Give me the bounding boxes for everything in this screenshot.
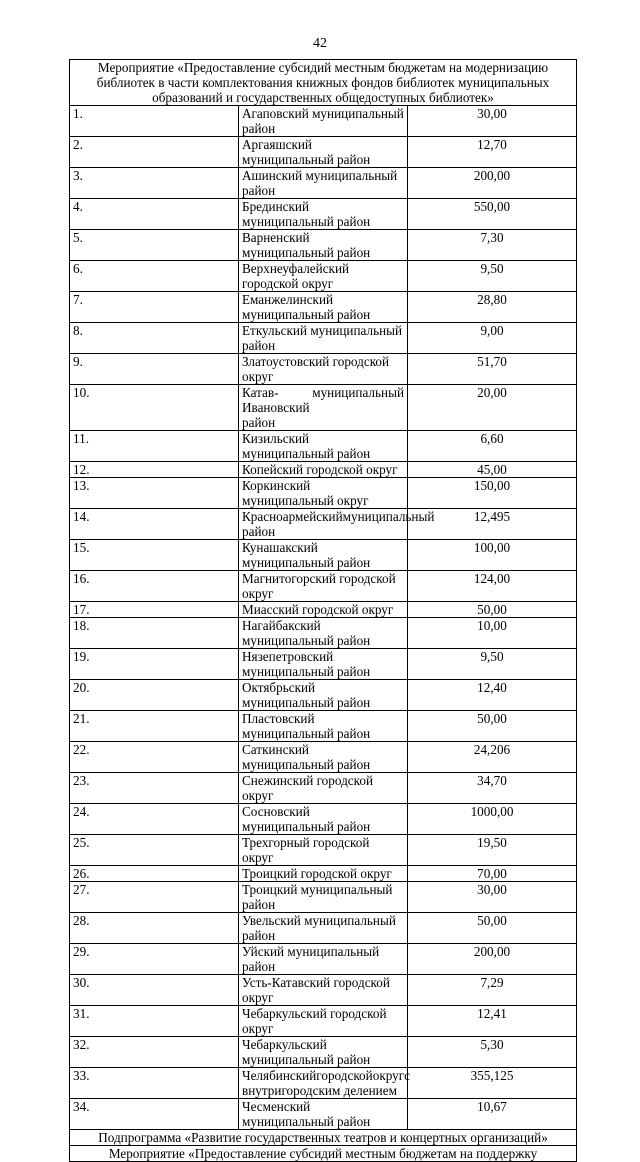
row-number: 8. <box>70 323 239 354</box>
municipality-name <box>239 1068 411 1099</box>
table-row <box>70 323 577 354</box>
subsidy-amount: 200,00 <box>408 944 577 975</box>
table-row <box>70 385 577 431</box>
table-row <box>70 462 577 478</box>
row-number: 17. <box>70 602 239 618</box>
row-number: 19. <box>70 649 239 680</box>
row-number: 6. <box>70 261 239 292</box>
name-continuation: район <box>242 524 276 539</box>
municipality-name: Еманжелинский муниципальный район <box>239 292 408 323</box>
subsidy-amount: 200,00 <box>408 168 577 199</box>
name-word: Катав-Ивановский <box>242 385 310 415</box>
table-row <box>70 649 577 680</box>
table-row <box>70 1068 577 1099</box>
subsidy-table <box>69 59 577 1162</box>
page-number: 42 <box>313 36 327 51</box>
row-number: 14. <box>70 509 239 540</box>
name-word: муниципальный <box>342 509 435 524</box>
subprogram-header: Подпрограмма «Развитие государственных театров и концертных организаций» <box>70 1130 577 1146</box>
subsidy-amount: 12,40 <box>408 680 577 711</box>
row-number: 20. <box>70 680 239 711</box>
row-number: 22. <box>70 742 239 773</box>
subprogram-row <box>70 1130 577 1146</box>
municipality-name: Нагайбакский муниципальный район <box>239 618 408 649</box>
municipality-name: Аргаяшский муниципальный район <box>239 137 408 168</box>
municipality-name: Чебаркульский муниципальный район <box>239 1037 408 1068</box>
row-number: 5. <box>70 230 239 261</box>
municipality-name: Нязепетровский муниципальный район <box>239 649 408 680</box>
municipality-name: Увельский муниципальный район <box>239 913 408 944</box>
table-row <box>70 571 577 602</box>
subsidy-amount: 10,00 <box>408 618 577 649</box>
table-row <box>70 944 577 975</box>
table-row <box>70 742 577 773</box>
municipality-name: Брединский муниципальный район <box>239 199 408 230</box>
table-row <box>70 711 577 742</box>
subsidy-amount: 45,00 <box>408 462 577 478</box>
name-word: Челябинский <box>242 1068 317 1083</box>
municipality-name: Октябрьский муниципальный район <box>239 680 408 711</box>
municipality-name: Уйский муниципальный район <box>239 944 408 975</box>
subsidy-amount: 124,00 <box>408 571 577 602</box>
row-number: 23. <box>70 773 239 804</box>
subsidy-amount: 150,00 <box>408 478 577 509</box>
municipality-name: Кунашакский муниципальный район <box>239 540 408 571</box>
subsidy-amount: 12,495 <box>408 509 577 540</box>
subsidy-amount: 70,00 <box>408 866 577 882</box>
row-number: 21. <box>70 711 239 742</box>
table-row <box>70 773 577 804</box>
table-row <box>70 137 577 168</box>
municipality-name: Еткульский муниципальный район <box>239 323 408 354</box>
subsidy-amount: 12,41 <box>408 1006 577 1037</box>
subsidy-amount: 10,67 <box>408 1099 577 1130</box>
row-number: 11. <box>70 431 239 462</box>
municipality-name: Кизильский муниципальный район <box>239 431 408 462</box>
table-row <box>70 509 577 540</box>
row-number: 28. <box>70 913 239 944</box>
table-row <box>70 168 577 199</box>
municipality-name: Чебаркульский городской округ <box>239 1006 408 1037</box>
row-number: 3. <box>70 168 239 199</box>
table-row <box>70 1037 577 1068</box>
event-header: Мероприятие «Предоставление субсидий местным бюджетам на модернизацию библиотек в части комплектования книжных фондов библиотек муниципальных образований и государственных общедоступных библиотек» <box>70 60 577 106</box>
table-row <box>70 540 577 571</box>
municipality-name <box>239 385 408 431</box>
event-header-row <box>70 60 577 106</box>
subsidy-amount: 550,00 <box>408 199 577 230</box>
row-number: 9. <box>70 354 239 385</box>
table-row <box>70 106 577 137</box>
municipality-name: Копейский городской округ <box>239 462 408 478</box>
row-number: 24. <box>70 804 239 835</box>
subsidy-amount: 5,30 <box>408 1037 577 1068</box>
name-word: округ <box>372 1068 405 1083</box>
name-word: Красноармейский <box>242 509 343 524</box>
table-row <box>70 835 577 866</box>
municipality-name: Коркинский муниципальный округ <box>239 478 408 509</box>
row-number: 16. <box>70 571 239 602</box>
municipality-name: Троицкий городской округ <box>239 866 408 882</box>
row-number: 25. <box>70 835 239 866</box>
subsidy-amount: 7,30 <box>408 230 577 261</box>
next-event-row <box>70 1146 577 1162</box>
table-row <box>70 882 577 913</box>
table-row <box>70 866 577 882</box>
table-row <box>70 913 577 944</box>
table-row <box>70 431 577 462</box>
table-row <box>70 602 577 618</box>
table-row <box>70 230 577 261</box>
row-number: 13. <box>70 478 239 509</box>
subsidy-amount: 30,00 <box>408 882 577 913</box>
table-row <box>70 804 577 835</box>
subsidy-amount: 28,80 <box>408 292 577 323</box>
table-row <box>70 292 577 323</box>
name-word: с <box>404 1068 411 1083</box>
subsidy-amount: 7,29 <box>408 975 577 1006</box>
municipality-name: Саткинский муниципальный район <box>239 742 408 773</box>
table-row <box>70 261 577 292</box>
subsidy-amount: 6,60 <box>408 431 577 462</box>
table-row <box>70 680 577 711</box>
row-number: 34. <box>70 1099 239 1130</box>
municipality-name: Чесменский муниципальный район <box>239 1099 408 1130</box>
subsidy-amount: 20,00 <box>408 385 577 431</box>
subsidy-amount: 9,50 <box>408 261 577 292</box>
municipality-name: Трехгорный городской округ <box>239 835 408 866</box>
municipality-name: Верхнеуфалейский городской округ <box>239 261 408 292</box>
subsidy-amount: 24,206 <box>408 742 577 773</box>
name-word: муниципальный <box>312 385 404 400</box>
subsidy-amount: 12,70 <box>408 137 577 168</box>
row-number: 7. <box>70 292 239 323</box>
subsidy-amount: 9,00 <box>408 323 577 354</box>
subsidy-amount: 50,00 <box>408 602 577 618</box>
municipality-name: Снежинский городской округ <box>239 773 408 804</box>
name-continuation: район <box>242 415 276 430</box>
subsidy-amount: 19,50 <box>408 835 577 866</box>
municipality-name: Магнитогорский городской округ <box>239 571 408 602</box>
subsidy-amount: 1000,00 <box>408 804 577 835</box>
municipality-name: Миасский городской округ <box>239 602 408 618</box>
municipality-name: Пластовский муниципальный район <box>239 711 408 742</box>
row-number: 29. <box>70 944 239 975</box>
row-number: 32. <box>70 1037 239 1068</box>
row-number: 15. <box>70 540 239 571</box>
municipality-name: Варненский муниципальный район <box>239 230 408 261</box>
subsidy-amount: 355,125 <box>408 1068 577 1099</box>
subsidy-amount: 51,70 <box>408 354 577 385</box>
subsidy-amount: 50,00 <box>408 711 577 742</box>
municipality-name: Златоустовский городской округ <box>239 354 408 385</box>
row-number: 10. <box>70 385 239 431</box>
municipality-name: Троицкий муниципальный район <box>239 882 408 913</box>
municipality-name: Агаповский муниципальный район <box>239 106 408 137</box>
row-number: 30. <box>70 975 239 1006</box>
row-number: 12. <box>70 462 239 478</box>
table-row <box>70 1006 577 1037</box>
municipality-name: Ашинский муниципальный район <box>239 168 408 199</box>
next-event-header: Мероприятие «Предоставление субсидий местным бюджетам на поддержку <box>70 1146 577 1162</box>
row-number: 33. <box>70 1068 239 1099</box>
table-row <box>70 478 577 509</box>
row-number: 2. <box>70 137 239 168</box>
subsidy-amount: 34,70 <box>408 773 577 804</box>
municipality-name <box>239 509 435 540</box>
table-row <box>70 975 577 1006</box>
row-number: 4. <box>70 199 239 230</box>
table-row <box>70 199 577 230</box>
subsidy-amount: 50,00 <box>408 913 577 944</box>
row-number: 27. <box>70 882 239 913</box>
table-row <box>70 354 577 385</box>
subsidy-amount: 9,50 <box>408 649 577 680</box>
subsidy-amount: 30,00 <box>408 106 577 137</box>
table-row <box>70 618 577 649</box>
row-number: 1. <box>70 106 239 137</box>
municipality-name: Усть-Катавский городской округ <box>239 975 408 1006</box>
table-row <box>70 1099 577 1130</box>
subsidy-amount: 100,00 <box>408 540 577 571</box>
row-number: 26. <box>70 866 239 882</box>
row-number: 31. <box>70 1006 239 1037</box>
municipality-name: Сосновский муниципальный район <box>239 804 408 835</box>
name-continuation: внутригородским делением <box>242 1083 397 1098</box>
row-number: 18. <box>70 618 239 649</box>
name-word: городской <box>316 1068 373 1083</box>
